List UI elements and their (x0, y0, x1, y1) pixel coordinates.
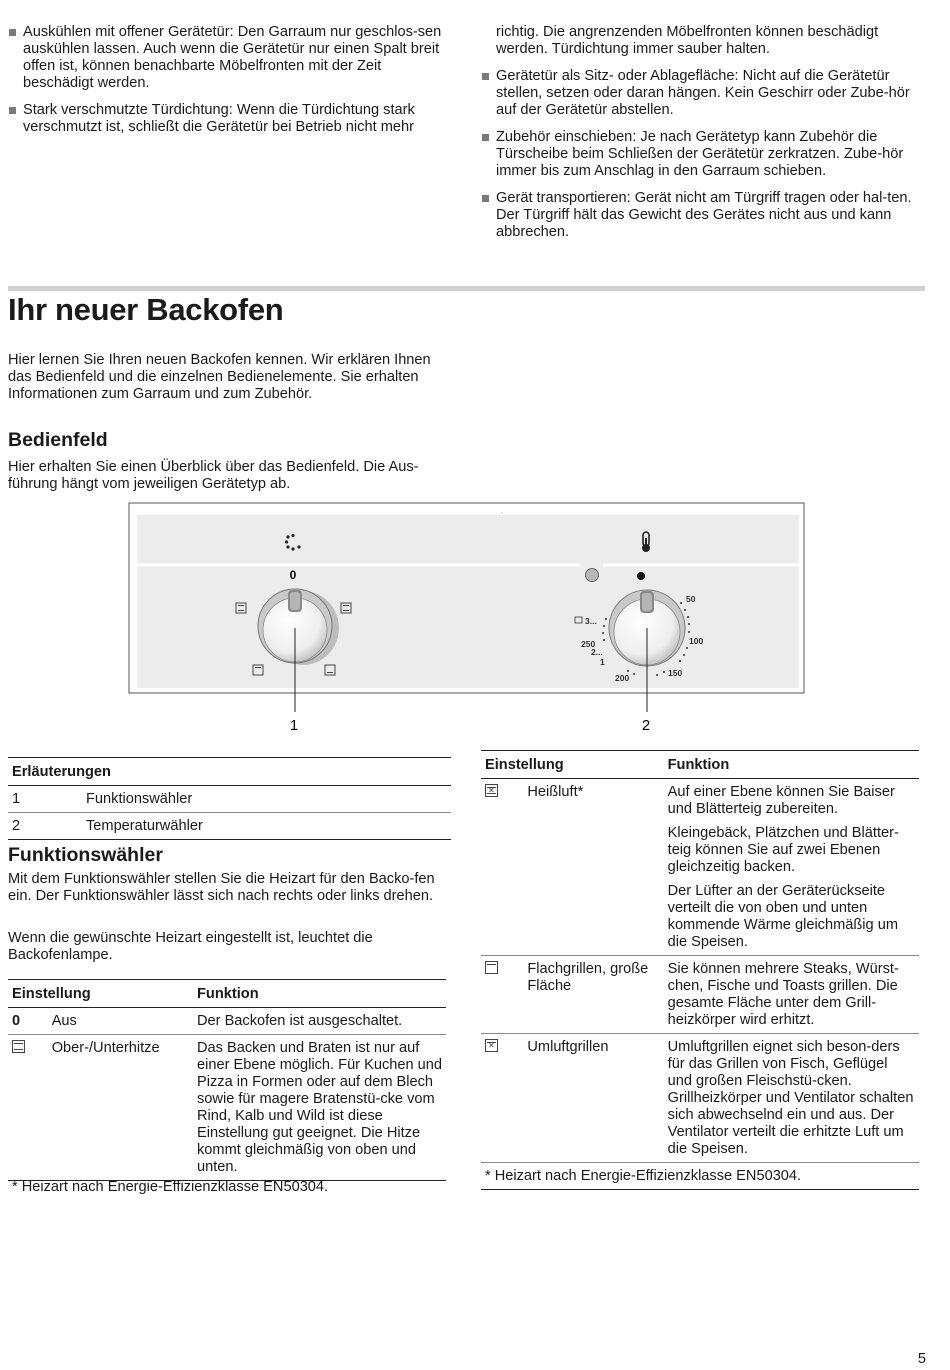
bullet-item: Gerät transportieren: Gerät nicht am Türgriff tragen oder hal-ten. Der Türgriff hält das Gewicht des Gerätes nicht aus und kann abbrechen. (481, 190, 923, 241)
setting-name: Heißluft* (523, 779, 663, 956)
indicator-lamp (586, 569, 599, 582)
callout-label-1: 1 (289, 718, 299, 734)
setting-function: Auf einer Ebene können Sie Baiser und Blätterteig zubereiten. Kleingebäck, Plätzchen und Blätter-teig können Sie auf zwei Ebenen gleichzeitig backen. Der Lüfter an der Geräterückseite verteilt die von oben und unten kommende Wärme gleichmäßig um die Speisen. (664, 779, 919, 956)
setting-function: Sie können mehrere Steaks, Würst-chen, Fische und Toasts grillen. Die gesamte Fläche unter dem Grill-heizkörper wird erhitzt. (664, 956, 919, 1034)
zero-mark: 0 (289, 568, 297, 582)
temperature-marker-dot (637, 572, 645, 580)
continuation-text: richtig. Die angrenzenden Möbelfronten können beschädigt werden. Türdichtung immer sauber halten. (496, 24, 879, 57)
setting-name: Umluftgrillen (523, 1034, 663, 1163)
legend-num: 2 (8, 813, 82, 840)
column-header: Funktion (193, 980, 446, 1008)
setting-name: Aus (48, 1008, 193, 1035)
bedienfeld-title: Bedienfeld (8, 429, 108, 451)
funktionswaehler-para2: Wenn die gewünschte Heizart eingestellt ist, leuchtet die Backofenlampe. (8, 930, 373, 963)
legend-table (8, 757, 451, 840)
page-number: 5 (917, 1351, 926, 1367)
legend-label: Funktionswähler (82, 786, 451, 813)
funktionswaehler-title: Funktionswähler (8, 844, 163, 866)
section-title: Ihr neuer Backofen (8, 292, 284, 327)
funktionswaehler-para1: Mit dem Funktionswähler stellen Sie die Heizart für den Backo-fen ein. Der Funktionswähler lässt sich nach rechts oder links drehen. (8, 871, 435, 904)
settings-table-right (481, 750, 919, 1190)
section-intro: Hier lernen Sie Ihren neuen Backofen kennen. Wir erklären Ihnen das Bedienfeld und die einzelnen Bedienelemente. Sie erhalten Informationen zum Garraum und zum Zubehör. (8, 352, 431, 402)
setting-name: Ober-/Unterhitze (48, 1035, 193, 1181)
heissluft-icon: ✕ (481, 779, 523, 956)
svg-text:200: 200 (615, 673, 630, 683)
umluftgrill-icon: ✕ (481, 1034, 523, 1163)
legend-num: 1 (8, 786, 82, 813)
svg-text:1: 1 (600, 657, 605, 667)
footnote-left: * Heizart nach Energie-Effizienzklasse EN50304. (12, 1179, 329, 1195)
legend-label: Temperaturwähler (82, 813, 451, 840)
bedienfeld-text: Hier erhalten Sie einen Überblick über das Bedienfeld. Die Aus-führung hängt vom jeweiligen Gerätetyp ab. (8, 459, 419, 492)
grill-icon (481, 956, 523, 1034)
bullet-item: Gerätetür als Sitz- oder Ablagefläche: Nicht auf die Gerätetür stellen, setzen oder daran hängen. Kein Geschirr oder Zube-hör auf der Gerätetür abstellen. (481, 68, 923, 119)
column-header: Funktion (664, 751, 919, 779)
setting-function: Umluftgrillen eignet sich beson-ders für das Grillen von Fisch, Geflügel und großen Fleischstü-cken. Grillheizkörper und Ventilator schalten sich abwechselnd ein und aus. Der Ventilator verteilt die erhitzte Luft um die Speisen. (664, 1034, 919, 1163)
svg-text:150: 150 (668, 668, 683, 678)
svg-text:250: 250 (581, 639, 596, 649)
ober-unterhitze-icon (8, 1035, 48, 1181)
bullet-item: Auskühlen mit offener Gerätetür: Den Garraum nur geschlos-sen auskühlen lassen. Auch wenn die Gerätetür nur einen Spalt breit offen ist, können benachbarte Möbelfronten mit der Zeit beschädigt werden. (8, 24, 450, 92)
legend-header: Erläuterungen (8, 758, 451, 786)
function-selector-knob (258, 589, 339, 665)
column-header: Einstellung (8, 980, 193, 1008)
svg-text:2...: 2... (591, 647, 603, 657)
setting-function: Der Backofen ist ausgeschaltet. (193, 1008, 446, 1035)
settings-table-left (8, 979, 446, 1181)
setting-name: Flachgrillen, große Fläche (523, 956, 663, 1034)
bullet-item: Zubehör einschieben: Je nach Gerätetyp kann Zubehör die Türscheibe beim Schließen der Gerätetür zerkratzen. Zube-hör immer bis zum Anschlag in den Garraum schieben. (481, 129, 923, 180)
setting-symbol-zero: 0 (8, 1008, 48, 1035)
footnote-right: * Heizart nach Energie-Effizienzklasse EN50304. (481, 1163, 919, 1190)
callout-label-2: 2 (641, 718, 651, 734)
setting-function: Das Backen und Braten ist nur auf einer Ebene möglich. Für Kuchen und Pizza in Formen oder auf dem Blech sowie für magere Bratenstü-cke vom Rind, Kalb und Wild ist diese Einstellung gut geeignet. Die Hitze kommt gleichmäßig von oben und unten. (193, 1035, 446, 1181)
bullet-item: Stark verschmutzte Türdichtung: Wenn die Türdichtung stark verschmutzt ist, schließt die Gerätetür bei Betrieb nicht mehr (8, 102, 450, 136)
svg-text:3...: 3... (585, 616, 597, 626)
svg-text:100: 100 (689, 636, 704, 646)
svg-text:50: 50 (686, 594, 696, 604)
column-header: Einstellung (481, 751, 664, 779)
